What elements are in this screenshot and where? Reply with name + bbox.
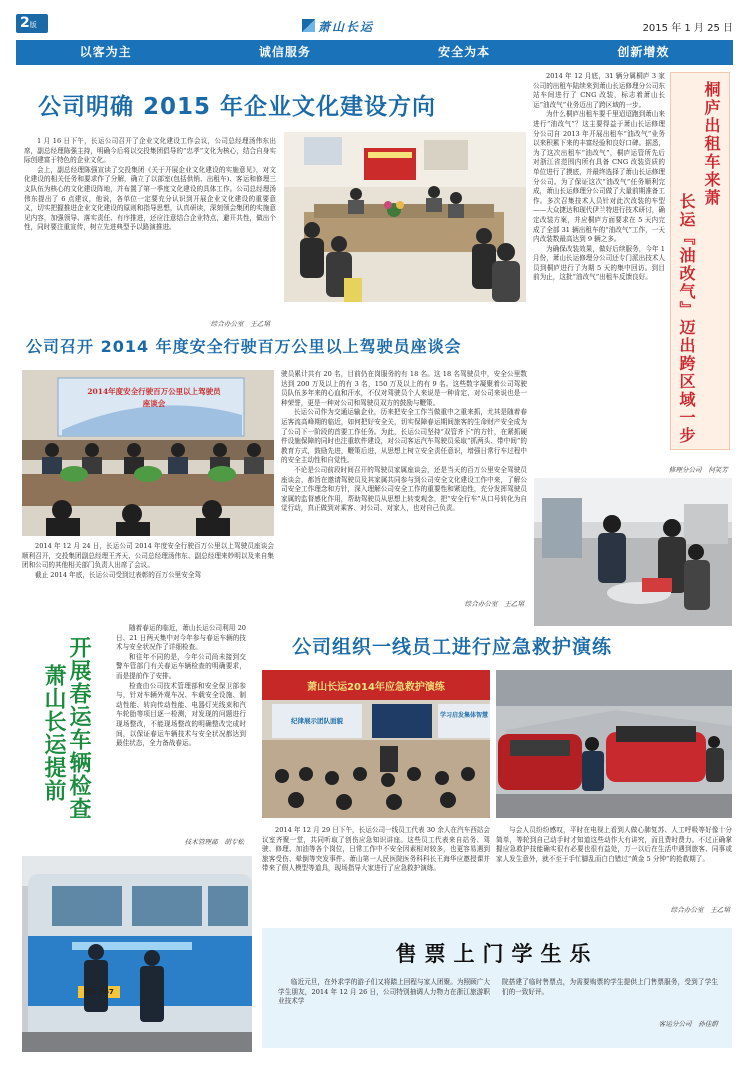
article2-signature: 综合办公室 王乙珺 xyxy=(464,600,524,608)
newspaper-logo-icon xyxy=(302,19,315,32)
article5-body-right: 院搭建了临时售票点，为需要购票的学生提供上门售票服务，受到了学生们的一致好评。 xyxy=(502,978,718,996)
article1-signature: 综合办公室 王乙珺 xyxy=(210,320,270,328)
garage-photo xyxy=(496,670,732,818)
bus-plate: 浙A P67 xyxy=(84,988,114,996)
repair-photo xyxy=(534,478,732,626)
article2-title: 公司召开 2014 年度安全行驶百万公里以上驾驶员座谈会 xyxy=(26,337,462,356)
article3-title-right: 开展春运车辆检查 xyxy=(66,636,91,820)
training-photo-board-right: 学习启发集体智慧 xyxy=(439,712,488,719)
masthead: 萧山长运 xyxy=(318,20,375,34)
training-photo-banner: 萧山长运2014年应急救护演练 xyxy=(307,682,445,693)
article5-box xyxy=(262,928,732,1048)
training-lecture-photo xyxy=(262,670,490,818)
article2-body-right: 驶员累计共有 20 名，目前仍在岗服务的有 18 名。这 18 名驾驶员中，安全公里数达到 200 万及以上的有 3 名，150 万及以上的有 9 名。这些数字凝聚着公司驾驶员队伍多年来的心血和汗水，不仅对驾驶员个人来说是一种肯定，对公司来说也是一种荣誉，更是一种对公司和驾驶员双方的鼓励与鞭策。 长运公司作为交通运输企业，历来把安全工作当做重中之重来抓，尤其是随着春运客流高峰期的临近，如何把好安全关，切实保障春运期间旅客的生命财产安全成为了公司下一阶段的首要工作任务。为此，长运公司坚持“双管齐下”的方针，在紧抓硬件设施保障的同时也注重软件建设，对公司客运汽车驾驶员采取“抓两头、带中间”的教育方式，鼓励先进，鞭策后进，从思想上树立安全责任意识，增强日常行车过程中的安全主动性和自觉性。 不论是公司前段时间召开的驾驶员家属座谈会，还是当天的百万公里安全驾驶员座谈会，都旨在邀请驾驶员及其家属共同参与到公司安全文化建设工作中来，了解公司安全工作理念和方针，深入理解公司安全工作的重要性和紧迫性，充分发挥驾驶员家属的监督感化作用，帮助驾驶员从思想上转变观念，把“安全行车”从口号转化为自觉行动，真正做到对乘客、对公司、对家人，也对自己负责。 xyxy=(281,370,527,513)
slogan-item: 以客为主 xyxy=(79,45,132,59)
article5-signature: 客运分公司 孙佳蔚 xyxy=(658,1020,718,1028)
article4-signature: 综合办公室 王乙珺 xyxy=(670,906,730,914)
slogan-item: 诚信服务 xyxy=(258,45,311,59)
article5-title: 售票上门学生乐 xyxy=(395,941,599,966)
article3-title-left: 萧山长运提前 xyxy=(41,664,66,802)
article3-signature: 技术管理部 胡专松 xyxy=(184,838,244,846)
sidebar-body: 2014 年 12 月底，31 辆分属桐庐 3 家公司的出租车陆续来到萧山长运修理分公司东站车间进行了 CNG 改装，标志着萧山长运“油改气”业务迈出了跨区域的一步。 为什么桐庐出租车要千里迢迢跑到萧山来进行“油改气”？这主要得益于萧山长运修理分公司自 2013 年开展出租车“油改气”业务以来积累下来的丰富经验和良好口碑。据悉，为了这次出租车“油改气”，桐庐运管所先后对浙江省范围内所有具备 CNG 改装资质的单位进行了摸底，并最终选择了萧山长运修理分公司。为了保证这次“油改气”任务顺利完成，萧山长运修理分公司做了大量前期准备工作。多次召集技术人员针对此次改装的车型——大众捷达和现代伊兰特进行技术研讨，确定改装方案，并应桐庐方面要求在 5 天内完成了全部 31 辆出租车的“油改气”工作，一天内改装数最高达到 9 辆之多。 为确保改装效果，做好后续服务，今年 1 月份，萧山长运修理分公司还专门派出技术人员到桐庐进行了为期 5 天的集中回访。到目前为止，这批“油改气”出租车反馈良好。 xyxy=(533,72,665,282)
sidebar-feature xyxy=(670,72,730,450)
slogan-item: 安全为本 xyxy=(438,45,491,59)
forum-photo xyxy=(22,370,274,536)
article5-body-left: 临近元旦，在外求学的游子们又将踏上回程与家人团聚。为照顾广大学生朋友，2014 年 12 月 26 日，公司特别抽调人力物力在浙江旅游职业技术学 xyxy=(278,978,490,1006)
article1-body: 1 月 16 日下午，长运公司召开了企业文化建设工作会议，公司总经理汤伟东出席，副总经理陈强主持，明确今后将以交投集团倡导的“忠孝”文化为核心，结合自身实际创建富于特色的企业文化。 会上，副总经理陈强宣读了交投集团《关于开展企业文化建设的实施意见》，对文化建设的相关任务和要求作了分解，确立了以部室(包括供销、出租车)、客运和修理三支队伍为核心的文化建设阵地，并布置了第一季度文化建设的具体工作。公司总经理汤伟东提出了 6 点建议，他说，各单位一定要充分认识到开展企业文化建设的重要意义，切实把握推进企业文化建设的原则和指导思想，认真研读，深刻领会集团的实施意见内容，加强领导、落实责任、有序推进，还应注意结合企业特点，避开共性，做出个性，同时要注重宣传，树立先进典型予以路演推进。 xyxy=(24,137,276,232)
issue-date: 2015 年 1 月 25 日 xyxy=(642,23,733,34)
article4-body-right: 与会人员纷纷感叹，平时在电视上看到人做心肺复苏、人工呼吸等好像十分简单，等轮到自己动手时才知道这些动作大有讲究，而且费时费力。不过正确掌握应急救护技能确实很有必要也很有益处，万一以后在生活中遇到旅客、同事或家人发生意外，就不至于手忙脚乱而白白错过“黄金 5 分钟”的抢救期了。 xyxy=(496,826,732,863)
sidebar-heading-left: 长运『油改气』迈出跨区域一步 xyxy=(677,193,696,445)
forum-photo-caption: 2014年度安全行驶百万公里以上驾驶员座谈会 xyxy=(87,387,221,408)
article1-title: 公司明确 2015 年企业文化建设方向 xyxy=(38,94,437,120)
slogan-banner xyxy=(16,40,733,65)
article2-body-left: 2014 年 12 月 24 日，长运公司 2014 年度安全行驶百万公里以上驾驶员座谈会顺利召开，交投集团副总经理王齐天、公司总经理汤伟东、副总经理来妙明以及来自集团和公司的其他相关部门负责人出席了会议。 截止 2014 年底，长运公司受到过表彰的百万公里安全驾 xyxy=(22,542,274,579)
sidebar-signature: 修理分公司 何笑芳 xyxy=(668,466,728,474)
slogan-item: 创新增效 xyxy=(617,45,670,59)
page-number: 2版 xyxy=(16,14,48,33)
training-photo-board-left: 纪律展示团队面貌 xyxy=(291,717,343,725)
meeting-photo xyxy=(284,132,526,302)
sidebar-heading-right: 桐庐出租车来萧 xyxy=(702,81,721,207)
article4-body-left: 2014 年 12 月 29 日下午，长运公司一线员工代表 30 余人在汽车西站会议室齐聚一堂，共同听取了创伤应急知识讲座。这些员工代表来自站务、驾驶、修理、加油等各个岗位，日常工作中不安全因素相对较多，也更容易遇到旅客受伤、晕倒等突发事件。萧山第一人民医院医务科科长王海华应邀授课并带来了假人模型等道具，现场指导大家进行了应急救护演练。 xyxy=(262,826,490,873)
bus-inspection-photo xyxy=(22,856,252,1052)
article4-title: 公司组织一线员工进行应急救护演练 xyxy=(292,636,613,658)
article3-body: 随着春运的临近，萧山长运公司利用 20 日、21 日两天集中对今年参与春运车辆的技术与安全状况作了详细检查。 和往年不同的是，今年公司尚未接到交警车管部门有关春运车辆检查的明确要求，而是提前作了安排。 检查由公司技术管理部和安全保卫部参与，针对车辆外观车况、车载安全设施、制动性能、转向传动性能、电器灯光线束和汽车轮胎等项目逐一检测，对发现的问题进行现场整改，不能现场整改的明确整改完成时间，以保证春运车辆技术与安全状况都达到最佳状态，全力备战春运。 xyxy=(116,624,246,748)
